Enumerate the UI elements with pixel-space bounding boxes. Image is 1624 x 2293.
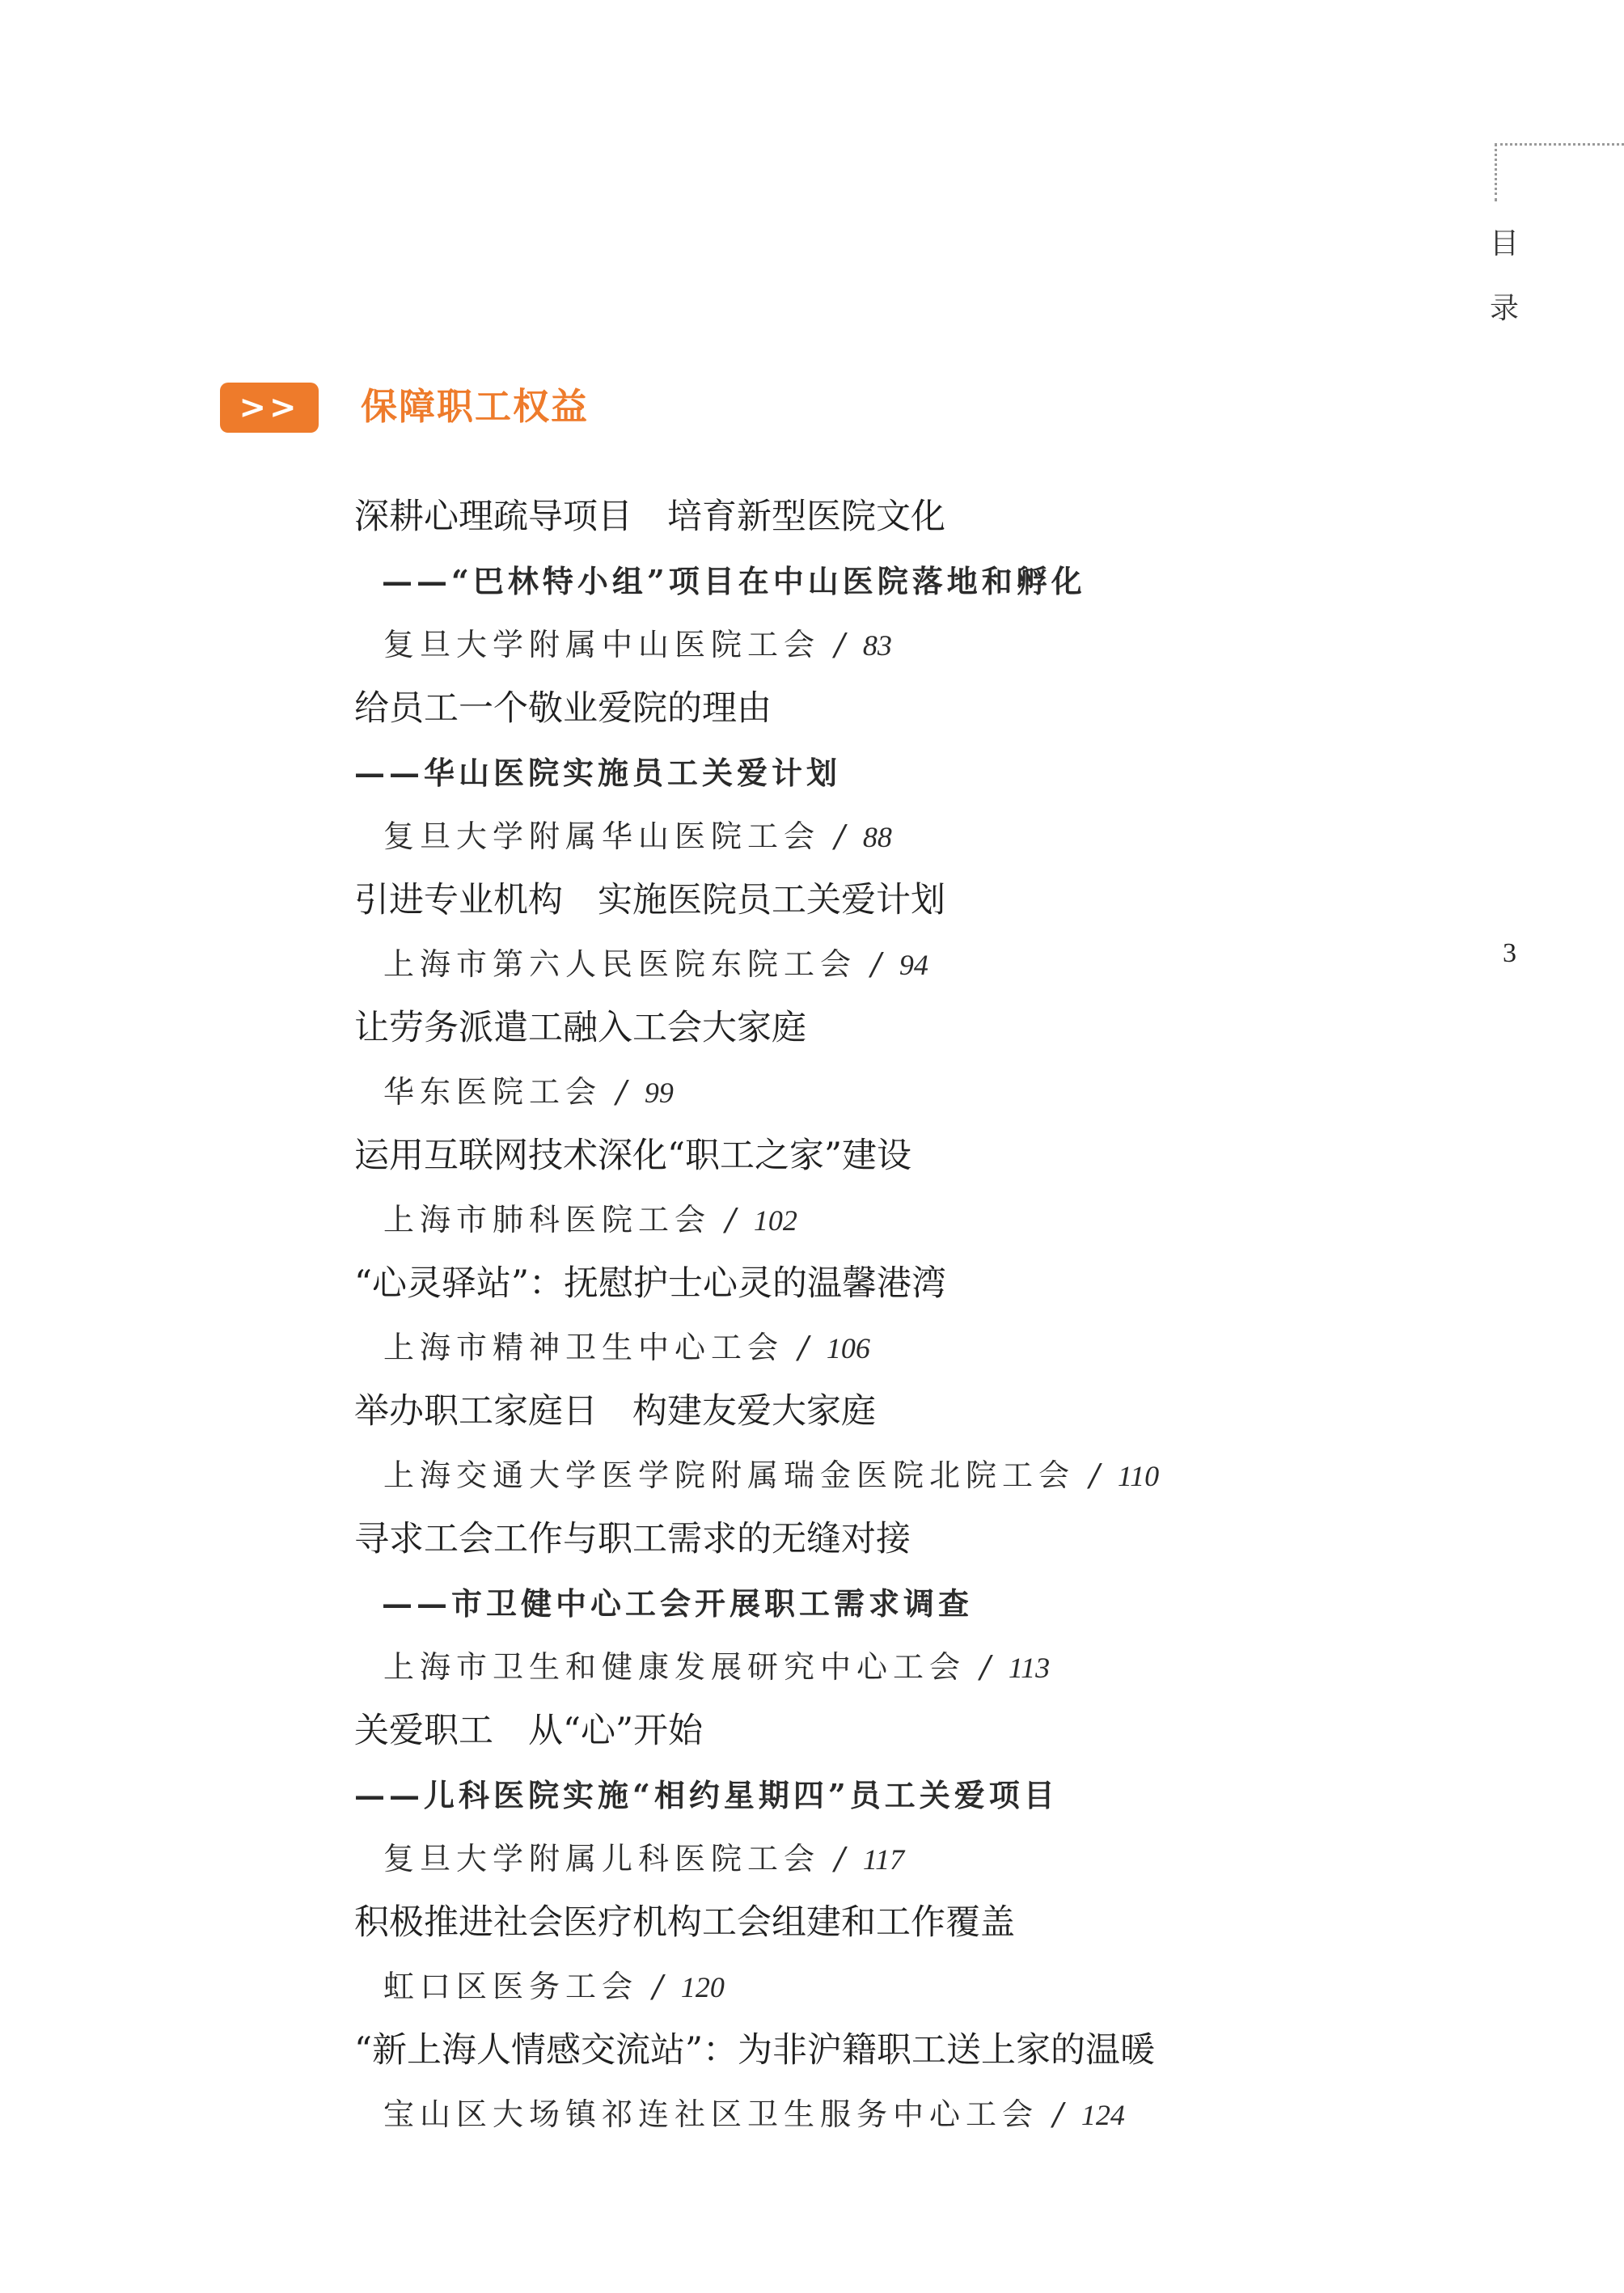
entry-title[interactable]: 积极推进社会医疗机构工会组建和工作覆盖 [354, 1902, 1015, 1943]
entry-subtitle: ——市卫健中心工会开展职工需求调查 [382, 1585, 974, 1622]
entry-author: 复旦大学附属华山医院工会 [383, 819, 821, 854]
entry-page-number[interactable]: 124 [1081, 2099, 1125, 2131]
entry-author: 上海市肺科医院工会 [383, 1202, 712, 1237]
toc-mark-char-2: 录 [1489, 292, 1519, 325]
slash-separator: / [1089, 1457, 1100, 1493]
entry-page-number[interactable]: 113 [1008, 1652, 1051, 1684]
entry-title[interactable]: 给员工一个敬业爱院的理由 [354, 688, 772, 729]
entry-author-line [354, 1444, 1503, 1508]
slash-separator: / [980, 1649, 991, 1685]
entry-title[interactable]: 深耕心理疏导项目 培育新型医院文化 [354, 497, 945, 537]
entry-author: 上海市精神卫生中心工会 [383, 1330, 785, 1365]
slash-separator: / [835, 627, 845, 662]
corner-dotted-rule-horizontal [1495, 143, 1624, 146]
slash-separator: / [1053, 2096, 1064, 2132]
slash-separator: / [653, 1969, 663, 2004]
entry-title[interactable]: 引进专业机构 实施医院员工关爱计划 [354, 880, 945, 920]
slash-separator: / [835, 819, 845, 854]
entry-title[interactable]: 举办职工家庭日 构建友爱大家庭 [354, 1391, 876, 1432]
corner-dotted-rule-vertical [1495, 143, 1497, 201]
entry-author: 复旦大学附属中山医院工会 [383, 627, 821, 662]
entry-author-line [354, 613, 1503, 677]
toc-running-head [1487, 212, 1522, 341]
entry-author-line [354, 1060, 1503, 1124]
entry-page-number[interactable]: 99 [644, 1077, 674, 1109]
entry-author: 虹口区医务工会 [383, 1969, 639, 2004]
page-number: 3 [1503, 938, 1516, 968]
entry-subtitle: ——华山医院实施员工关爱计划 [354, 755, 842, 791]
slash-separator: / [871, 946, 882, 982]
section-title: 保障职工权益 [361, 385, 590, 428]
slash-separator: / [798, 1330, 809, 1365]
entry-author-line [354, 1316, 1503, 1380]
entry-page-number[interactable]: 110 [1117, 1460, 1160, 1492]
entry-subtitle: ——儿科医院实施“相约星期四”员工关爱项目 [354, 1777, 1059, 1813]
entry-title[interactable]: “新上海人情感交流站”：为非沪籍职工送上家的温暖 [354, 2030, 1155, 2071]
entry-author: 上海市第六人民医院东院工会 [383, 946, 857, 982]
slash-separator: / [835, 1841, 845, 1876]
entry-page-number[interactable]: 102 [753, 1204, 797, 1237]
slash-separator: / [616, 1074, 627, 1110]
entry-title[interactable]: 关爱职工 从“心”开始 [354, 1711, 703, 1751]
entry-author-line [354, 933, 1503, 996]
entry-page-number[interactable]: 88 [862, 821, 892, 853]
entry-title[interactable]: 寻求工会工作与职工需求的无缝对接 [354, 1519, 911, 1559]
entry-page-number[interactable]: 94 [899, 949, 928, 981]
toc-mark-char-1: 目 [1489, 227, 1519, 260]
entry-page-number[interactable]: 83 [862, 629, 892, 662]
slash-separator: / [725, 1202, 736, 1237]
entry-author: 上海市卫生和健康发展研究中心工会 [383, 1649, 966, 1685]
entry-author: 上海交通大学医学院附属瑞金医院北院工会 [383, 1457, 1076, 1493]
entry-author-line [354, 805, 1503, 869]
toc-entry-list [354, 485, 1503, 2147]
entry-author: 复旦大学附属儿科医院工会 [383, 1841, 821, 1876]
entry-page-number[interactable]: 120 [680, 1971, 725, 2003]
entry-page-number[interactable]: 117 [862, 1843, 905, 1876]
entry-title[interactable]: 运用互联网技术深化“职工之家”建设 [354, 1136, 911, 1176]
entry-author-line [354, 2083, 1503, 2147]
entry-author-line [354, 1955, 1503, 2019]
entry-subtitle: ——“巴林特小组”项目在中山医院落地和孵化 [382, 563, 1086, 599]
entry-author: 宝山区大场镇祁连社区卫生服务中心工会 [383, 2096, 1039, 2132]
entry-title[interactable]: 让劳务派遣工融入工会大家庭 [354, 1008, 806, 1048]
entry-title[interactable]: “心灵驿站”：抚慰护士心灵的温馨港湾 [354, 1263, 946, 1304]
entry-author: 华东医院工会 [383, 1074, 603, 1110]
entry-author-line [354, 1188, 1503, 1252]
entry-author-line [354, 1635, 1503, 1699]
section-badge: >> [220, 383, 319, 433]
entry-page-number[interactable]: 106 [826, 1332, 870, 1364]
entry-author-line [354, 1827, 1503, 1891]
